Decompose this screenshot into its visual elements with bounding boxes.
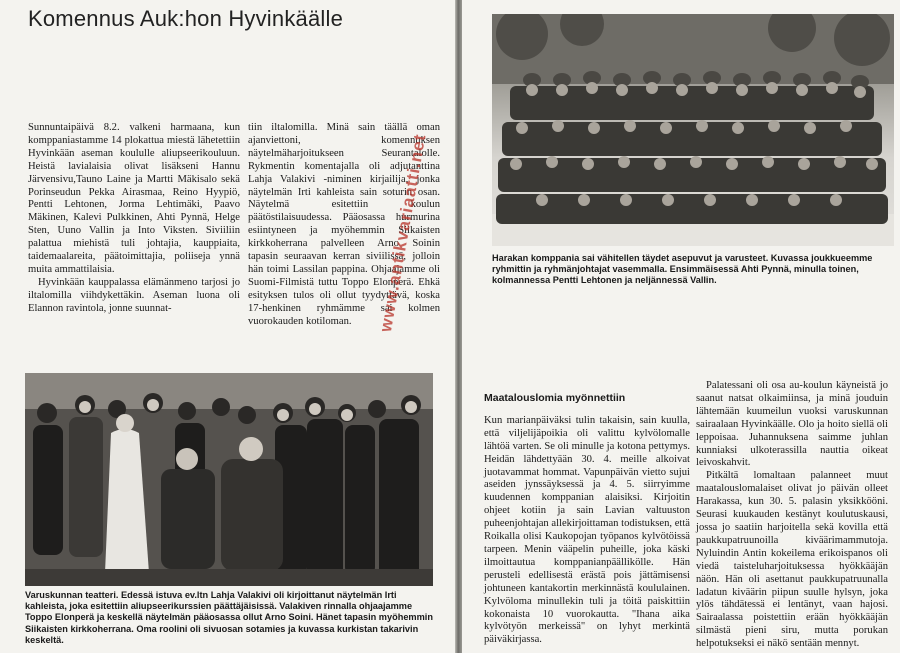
photo-caption: Harakan komppania sai vähitellen täydet asepuvut ja varusteet. Kuvassa joukkueemme ryhmittin ja ryhmänjohtajat vasemmalla. Ensimmäisessä Ahti Pynnä, minulla toinen, kolmannessa Pentti Lehtonen ja neljännessä Vallin. <box>492 253 873 286</box>
left-column-1 <box>28 122 240 316</box>
soldiers-group-photo <box>492 14 894 246</box>
paragraph: Sunnuntaipäivä 8.2. valkeni harmaana, kun komppaniastamme 14 plokattua miestä lähetettiin Hyvinkään aseman koululle aliupseerikouluun. Heistä lavialaisia olivat lisäkseni Hannu Järvensivu,Tauno Laine ja Martti Mäkisalo sekä Porinseudun Pekka Airasmaa, Reino Hyypiö, Pentti Lehtonen, Jorma Lehtimäki, Paavo Mäkinen, Kalevi Pulkkinen, Ahti Pynnä, Helge Sten, Uuno Vallin ja Into Viksten. Siviiliin palattua miehistä tuli johtajia, kauppiaita, taidemaalareita, päätoimittajia, poliiseja ynnä muita ammattilaisia. <box>28 122 240 275</box>
paragraph: tiin iltalomilla. Minä sain täällä oman ajanviettoni, komennuksen näytelmäharjoitukseen Seurantalolle. Rykmentin komentajalla oli adjutanttina Lahja Valakivi -niminen kirjailija, jonka näytelmän Irti kahleista sain soturin osan. Näytelmä esitettiin koulun päätöstilaisuudessa. Pääosassa hurmurina esiintyneen ja myöhemmin Siikaisten kirkkoherrana palvelleen Arno Soinin tapasin seuraavan kerran siviilissä, jolloin hän toimi Lassilan pappina. Ohjaajamme oli Suomi-Filmistä tuttu Toppo Elonperä. Ehkä esityksen tulos oli ollut tyydyttävä, koska 17-henkinen ryhmämme sai kolmen vuorokauden kotiloman. <box>248 122 440 327</box>
theatre-group-photo <box>25 373 433 586</box>
right-column-1 <box>484 392 690 647</box>
soldiers-group-photo-image <box>492 14 894 246</box>
watermark-text: www.antikvariaatti.net <box>376 132 430 334</box>
photo-caption: Varuskunnan teatteri. Edessä istuva ev.ltn Lahja Valakivi oli kirjoittanut näytelmän Irti kahleista, joka esitettiin aliupseerikurssien päättäjäisissä. Valakiven rinnalla ohjaajamme Toppo Elonperä ja keskellä näytelmän pääosassa ollut Arno Soini. Hänet tapasin myöhemmin Siikaisten kirkkoherrana. Oma roolini oli sivuosan sotamies ja kuvassa kurkistan takarivin keskeltä. <box>25 590 433 645</box>
paragraph: Kun marianpäiväksi tulin takaisin, sain kuulla, että viljelijäpoikia oli valittu kylvölomalle lähtöä varten. Se oli minulle ja kotona pettymys. Heidän lähdettyään 30. 4. meille alkoivat juotavammat hommat. Vapunpäivän vietto sujui aseiden jynssäyksessä ja 4. 5. siirryimme kuudennen komppanian alaisiksi. Kirjoitin ohjeet kotiin ja sain Lavian valtuuston puheenjohtajan allekirjoittaman todistuksen, että Roikalla olisi Kaukopojan työpanos kylvötöissä tarpeen. Menin vääpelin puheille, joka käski ilmoittautua komppanianpäällikölle. Hän perusteli edellisestä erästä pois jättämisensi johtuneen kantakortin merkinnästä koululainen. Kylvöloma minullekin tuli ja töitä paiskittiin kokonaista 10 vuorokautta. "Ihana aika kylvötyön merkeissä" on lyhyt merkintä päiväkirjassa. <box>484 414 690 646</box>
right-column-2 <box>696 380 888 651</box>
page-title: Komennus Auk:hon Hyvinkäälle <box>28 6 344 31</box>
right-page <box>462 0 900 653</box>
paragraph: Pitkältä lomaltaan palanneet muut maatalouslomalaiset olivat jo päivän olleet Harakassa, kun 30. 5. palasin yksikkööni. Seurasi kuukauden kestänyt koulutuskausi, jossa jo saatiin harjoitella sekä kovilla että paukkupatruunoilla kiväärimammutoja. Nyluindin Antin kokeilema erikoispanos oli viedä taisteluharjoituksessa hyökkääjän näön. Hän oli asettanut paukkupatruunalla ladatun kiväärin piipun suulle hylsyn, joka ylös tähdätessä ei lentänyt, vaan hajosi. Sairaalassa poistettiin erään hyökkääjän silmästä pieni siru, mutta porukan helpotukseksi ei näkö sentään mennyt. <box>696 470 888 650</box>
paragraph: Palatessani oli osa au-koulun käyneistä jo saanut natsat olkaimiinsa, ja minä jouduin lähtemään kuumeilun vuoksi varuskunnan sairaalaan Hyvinkäälle. Olo ja hoito siellä oli leppoisaa. Juhannuksena saimme juhlan kunniaksi ulkoterassilla nauttia oikeat leivoskahvit. <box>696 380 888 469</box>
section-heading: Maatalouslomia myönnettiin <box>484 392 626 404</box>
book-gutter <box>455 0 462 653</box>
paragraph: Hyvinkään kauppalassa elämänmeno tarjosi jo iltalomilla viihdykettäkin. Aseman luona oli Elannon ravintola, jonne suunnat- <box>28 276 240 314</box>
theatre-group-photo-image <box>25 373 433 586</box>
